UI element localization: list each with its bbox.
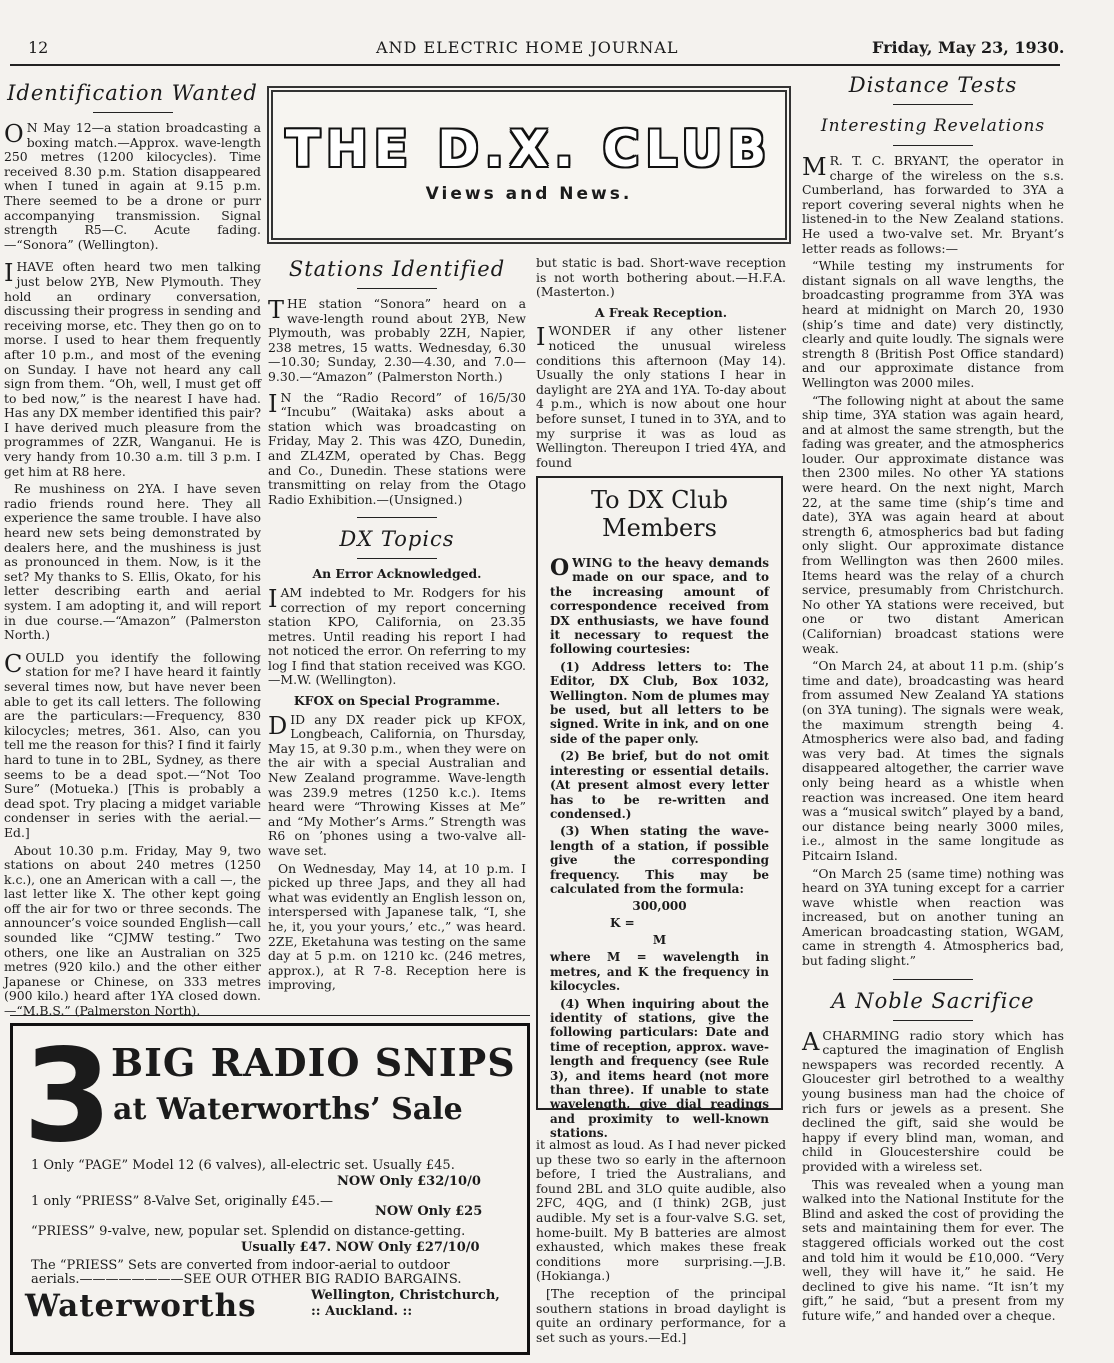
members-title xyxy=(550,486,769,542)
divider xyxy=(357,288,437,289)
ad-item-3: “PRIESS” 9-valve, new, popular set. Splendid on distance-getting. xyxy=(31,1224,466,1239)
dx-club-subtitle: Views and News. xyxy=(425,184,633,204)
dx-club-banner xyxy=(267,86,791,244)
heading-interesting-revelations: Interesting Revelations xyxy=(820,116,1046,136)
letter-amazon-cont: Re mushiness on 2YA. I have seven radio friends round here. They all experience the same trouble. I have also heard new sets being demonstrated by dealers here, and the mushiness is just as pronounced in them. Now, is it the set? My thanks to S. Ellis, Okato, for his letter describing earth and aerial system. I am adopting it, and will report in due course.—“Amazon” (Palmerston North.) xyxy=(4,481,261,643)
ad-item-1: 1 Only “PAGE” Model 12 (6 valves), all-electric set. Usually £45. xyxy=(31,1158,455,1173)
members-rule-4: (4) When inquiring about the identity of stations, give the following particulars: Date and time of reception, approx. wave-length and frequency (see Rule 3), and items heard (not more than three). If unable to state wavelength, give dial readings and proximity to well-known stations. xyxy=(550,996,769,1141)
item-bryant-p1: “While testing my instruments for distant signals on all wave lengths, the broadcasting programme from 3YA was heard at midnight on March 20, 1930 (ship’s time and date) very distinctly, clearly and quite loudly. The signals were strength 8 (British Post Office standard) and our approximate distance from Wellington was 2000 miles. xyxy=(802,258,1064,390)
letter-not-too-sure: COULD you identify the following station for me? I have heard it faintly several times now, but have never been able to get its call letters. The following are the particulars:—Frequency, 830 kilocycles; metres, 361. Also, can you tell me the reason for this? I find it fairly hard to tune in to 2BL, Sydney, as there seems to be a dead spot.—“Not Too Sure” (Motueka.) [This is probably a dead spot. Try placing a midget variable condenser in series with the aerial.—Ed.] xyxy=(4,649,261,840)
divider xyxy=(357,517,437,518)
members-rule-1: (1) Address letters to: The Editor, DX Club, Box 1032, Wellington. Nom de plumes may be used, but all letters to be signed. Write in ink, and on one side of the paper only. xyxy=(550,659,769,746)
formula-numerator: 300,000 xyxy=(632,899,687,914)
journal-title: AND ELECTRIC HOME JOURNAL xyxy=(376,38,679,57)
column-freak-reception xyxy=(536,256,786,473)
ad-headline: BIG RADIO SNIPS xyxy=(111,1040,516,1085)
subheading-freak: A Freak Reception. xyxy=(594,304,728,320)
item-noble-p2: This was revealed when a young man walked into the National Institute for the Blind and asked the cost of providing the sets and maintaining them for ever. The staggered officials worked out the cost and told him it would be £10,000. “Very well, they will have it,” he said. He declined to give his name. “It isn’t my gift,” he said, “but a present from my future wife,” and handed over a cheque. xyxy=(802,1176,1064,1323)
members-notice-box xyxy=(536,476,783,1141)
ad-address-line2: :: Auckland. :: xyxy=(311,1304,413,1319)
issue-date: Friday, May 23, 1930. xyxy=(872,38,1065,57)
heading-stations-identified: Stations Identified xyxy=(288,257,506,281)
letter-sonora: ON May 12—a station broadcasting a boxing match.—Approx. wave-length 250 metres (1200 kilocycles). Time received 8.30 p.m. Station disappeared when I tuned in again at 9.15 p.m. There seemed to be a drone or purr accompanying transmission. Signal strength R5—C. Acute fading.—“Sonora” (Wellington). xyxy=(4,120,261,252)
ad-item-1-price: NOW Only £32/10/0 xyxy=(337,1174,481,1189)
members-intro: OWING to the heavy demands made on our space, and to the increasing amount of correspondence received from DX enthusiasts, we have found it necessary to request the following courtesies: xyxy=(550,555,769,657)
divider xyxy=(893,104,973,105)
dx-club-title: THE D.X. CLUB xyxy=(285,120,773,178)
heading-identification-wanted: Identification Wanted xyxy=(7,81,258,105)
item-bryant-p3: “On March 24, at about 11 p.m. (ship’s time and date), broadcasting was heard from assumed New Zealand YA stations (on 3YA tuning). The signals were weak, the maximum strength being 4. Atmospherics were also bad, and fading was very bad. At times the signals disappeared altogether, the carrier wave only being heard as a whistle when reaction was increased. One item heard was a “musical switch” played by a band, our distance being nearly 3000 miles, i.e., almost in the same longitude as Pitcairn Island. xyxy=(802,658,1064,863)
item-freak-ed: [The reception of the principal southern stations in broad daylight is quite an ordinary performance, for a set such as yours.—Ed.] xyxy=(536,1285,786,1345)
subheading-error: An Error Acknowledged. xyxy=(312,566,482,582)
column-distance-tests xyxy=(802,70,1064,1327)
item-bryant-p4: “On March 25 (same time) nothing was heard on 3YA tuning except for a carrier wave whistle when reaction was increased, but on another tuning an American broadcasting station, WGAM, came in strength 4. Atmospherics bad, but fading slight.” xyxy=(802,865,1064,969)
ad-top-rule xyxy=(10,1015,530,1016)
item-bryant-intro: MR. T. C. BRYANT, the operator in charge of the wireless on the s.s. Cumberland, has forwarded to 3YA a report covering several nights when he listened-in to the New Zealand stations. He used a two-valve set. Mr. Bryant’s letter reads as follows:— xyxy=(802,153,1064,256)
item-error: IAM indebted to Mr. Rodgers for his correction of my report concerning station KPO, California, on 23.35 metres. Until reading his report I had not noticed the error. On referring to my log I find that station received was KGO.—M.W. (Wellington). xyxy=(268,584,526,688)
page-number: 12 xyxy=(28,38,49,57)
formula-k: K = xyxy=(610,916,635,931)
ad-address-line1: Wellington, Christchurch, xyxy=(311,1288,500,1303)
item-freak: IWONDER if any other listener noticed the unusual wireless conditions this afternoon (May 14). Usually the only stations I hear in daylight are 2YA and 1YA. To-day about 4 p.m., which is now about one hour before sunset, I tuned in to 3YA, and to my surprise it was as loud as Wellington. Thereupon I tried 4YA, and found xyxy=(536,323,786,470)
divider xyxy=(93,112,173,113)
heading-noble-sacrifice: A Noble Sacrifice xyxy=(831,988,1035,1013)
divider xyxy=(893,145,973,146)
waterworths-advertisement xyxy=(10,1023,530,1355)
formula-denominator: M xyxy=(652,933,667,948)
members-rule-2: (2) Be brief, but do not omit interesting or essential details. (At present almost every letter has to be re-written and condensed.) xyxy=(550,749,769,821)
ad-brand: Waterworths xyxy=(25,1288,257,1324)
ad-note-1: The “PRIESS” Sets are converted from indoor-aerial to outdoor xyxy=(31,1258,450,1273)
divider xyxy=(357,558,437,559)
ad-note-2: aerials.————————SEE OUR OTHER BIG RADIO BARGAINS. xyxy=(31,1272,462,1287)
column-stations-identified xyxy=(268,254,526,996)
divider xyxy=(893,979,973,980)
letter-mbs: About 10.30 p.m. Friday, May 9, two stations on about 240 metres (1250 k.c.), one an American with a call —, the last letter like X. The other kept going off the air for two or three seconds. The announcer’s voice sounded English—call sounded like “CJMW testing.” Two others, one like an Australian on 325 metres (920 kilo.) and the other either Japanese or Chinese, on 333 metres (900 kilo.) heard after 1YA closed down.—“M.B.S.” (Palmerston North). xyxy=(4,842,261,1019)
members-title-line1: To DX Club xyxy=(590,486,729,514)
item-kfox: DID any DX reader pick up KFOX, Longbeach, California, on Thursday, May 15, at 9.30 p.m., when they were on the air with a special Australian and New Zealand programme. Wave-length was 239.9 metres (1250 k.c.). Items heard were “Throwing Kisses at Me” and “My Mother’s Arms.” Strength was R6 on ’phones using a two-valve all-wave set. xyxy=(268,711,526,858)
ad-item-3-price: Usually £47. NOW Only £27/10/0 xyxy=(241,1240,480,1255)
members-title-line2: Members xyxy=(602,514,717,542)
item-japs: On Wednesday, May 14, at 10 p.m. I picked up three Japs, and they all had what was evidently an English lesson on, interspersed with Japanese talk, “I, she he, it, you your yours,’ etc.,” was heard. 2ZE, Eketahuna was testing on the same day at 5 p.m. on 1210 kc. (246 metres, approx.), at R 7-8. Reception here is improving, xyxy=(268,860,526,993)
ad-subheadline: at Waterworths’ Sale xyxy=(113,1092,463,1127)
header-rule xyxy=(10,64,1060,66)
subheading-kfox: KFOX on Special Programme. xyxy=(293,693,501,709)
members-rule-3: (3) When stating the wave-length of a station, if possible give the corresponding frequency. This may be calculated from the formula: xyxy=(550,824,769,896)
ad-big-number: 3 xyxy=(23,1022,113,1171)
item-incubu-reply: IN the “Radio Record” of 16/5/30 “Incubu” (Waitaka) asks about a station which was broadcasting on Friday, May 2. This was 4ZO, Dunedin, and ZL4ZM, operated by Chas. Begg and Co., Dunedin. These stations were transmitting on relay from the Otago Radio Exhibition.—(Unsigned.) xyxy=(268,389,526,507)
divider xyxy=(893,1020,973,1021)
letter-amazon: IHAVE often heard two men talking just below 2YB, New Plymouth. They hold an ordinary conversation, discussing their progress in sending and receiving morse, etc. They then go on to morse. I used to hear them frequently after 10 p.m., and most of the evening on Sunday. I have not heard any call sign from them. “Oh, well, I must get off to bed now,” is the nearest I have had. Has any DX member identified this pair? I have derived much pleasure from the programmes of 2ZR, Wanganui. He is very handy from 10.30 a.m. till 3 p.m. I get him at R8 here. xyxy=(4,259,261,479)
ad-item-2: 1 only “PRIESS” 8-Valve Set, originally £45.— xyxy=(31,1194,334,1209)
item-bryant-p2: “The following night at about the same ship time, 3YA station was again heard, and at almost the same strength, but the fading was greater, and the atmospherics louder. Our approximate distance was then 2300 miles. No other YA stations were heard. On the next night, March 22, at the same time (ship’s time and date), 3YA was again heard at about strength 6, atmospherics bad but fading only slight. Our approximate distance from Wellington was then 2600 miles. Items heard was the relay of a church service, presumably from Christchurch. No other YA stations were received, but one or two distant American (Californian) broadcast stations were weak. xyxy=(802,392,1064,656)
column-freak-cont xyxy=(536,1138,786,1348)
item-sonora-reply: THE station “Sonora” heard on a wave-length round about 2YB, New Plymouth, was probably 2ZH, Napier, 238 metres, 15 watts. Wednesday, 6.30—10.30; Sunday, 2.30—4.30, and 7.0—9.30.—“Amazon” (Palmerston North.) xyxy=(268,296,526,384)
item-hfa-cont: but static is bad. Short-wave reception is not worth bothering about.—H.F.A. (Masterton.) xyxy=(536,255,786,300)
heading-distance-tests: Distance Tests xyxy=(848,73,1018,97)
column-identification xyxy=(4,78,261,1022)
item-freak-cont: it almost as loud. As I had never picked up these two so early in the afternoon before, I tried the Australians, and found 2BL and 3LO quite audible, also 2FC, 4QG, and (I think) 2GB, just audible. My set is a four-valve S.G. set, home-built. My B batteries are almost exhausted, which makes these freak conditions more surprising.—J.B. (Hokianga.) xyxy=(536,1137,786,1284)
ad-item-2-price: NOW Only £25 xyxy=(375,1204,483,1219)
item-noble-p1: ACHARMING radio story which has captured the imagination of English newspapers was recorded recently. A Gloucester girl betrothed to a wealthy young business man had the choice of rich furs or jewels as a present. She declined the gift, said she would be happy if every blind man, woman, and child in Gloucestershire could be provided with a wireless set. xyxy=(802,1027,1064,1174)
ad-address xyxy=(311,1288,500,1320)
members-formula-note: where M = wavelength in metres, and K the frequency in kilocycles. xyxy=(550,950,769,994)
heading-dx-topics: DX Topics xyxy=(339,527,455,552)
